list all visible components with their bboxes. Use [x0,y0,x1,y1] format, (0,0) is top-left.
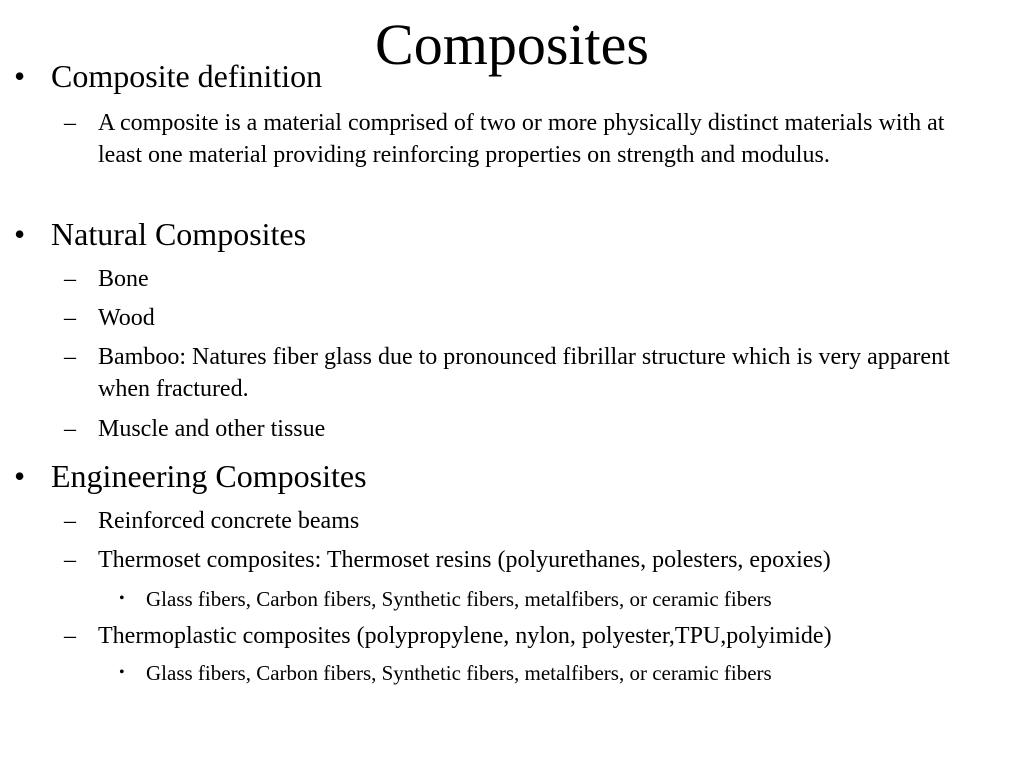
dash-marker: – [64,110,76,136]
sub-bullet-text: Bone [98,266,149,292]
dash-marker: – [64,305,76,331]
sub-bullet-text: A composite is a material comprised of two or more physically distinct materials with at least one material providing reinforcing properties on strength and modulus. [98,110,945,168]
bullet-heading: Composite definition [51,58,323,94]
dash-marker: – [64,623,76,649]
bullet-marker: • [14,216,26,252]
slide-title: Composites [375,12,649,77]
sub-bullet-text: Bamboo: Natures fiber glass due to pronounced fibrillar structure which is very apparent when fractured. [98,344,950,402]
bullet-marker: • [119,590,125,607]
bullet-marker: • [14,58,26,94]
sub-bullet-text: Wood [98,305,155,331]
dash-marker: – [64,547,76,573]
bullet-marker: • [14,458,26,494]
sub-bullet-text: Muscle and other tissue [98,416,326,442]
dash-marker: – [64,416,76,442]
sub-sub-bullet-text: Glass fibers, Carbon fibers, Synthetic fibers, metalfibers, or ceramic fibers [146,661,772,685]
bullet-heading: Natural Composites [51,216,307,252]
sub-bullet-text: Reinforced concrete beams [98,508,360,534]
bullet-marker: • [119,664,125,681]
dash-marker: – [64,266,76,292]
bullet-heading: Engineering Composites [51,458,367,494]
dash-marker: – [64,508,76,534]
sub-sub-bullet-text: Glass fibers, Carbon fibers, Synthetic fibers, metalfibers, or ceramic fibers [146,587,772,611]
sub-bullet-text: Thermoset composites: Thermoset resins (polyurethanes, polesters, epoxies) [98,547,831,573]
dash-marker: – [64,344,76,370]
sub-bullet-text: Thermoplastic composites (polypropylene, nylon, polyester,TPU,polyimide) [98,623,832,649]
